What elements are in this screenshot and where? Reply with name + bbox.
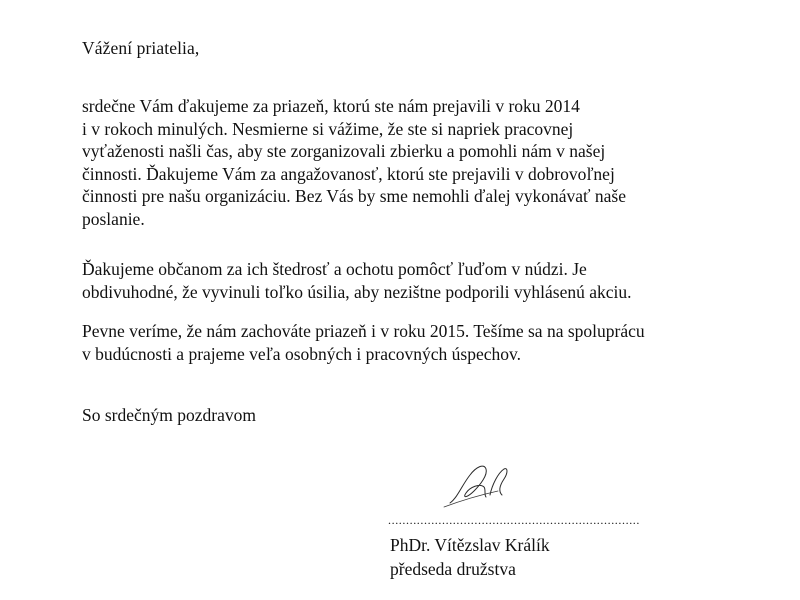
paragraph-line: v budúcnosti a prajeme veľa osobných i pracovných úspechov. [82, 343, 521, 364]
signer-name: PhDr. Vítězslav Králík [390, 535, 550, 555]
letter-paragraph-2 [82, 258, 722, 303]
letter-paragraph-1 [82, 95, 722, 230]
signature-line: ...................................................................... [388, 513, 640, 527]
handwritten-signature [440, 455, 530, 515]
paragraph-line: činnosti. Ďakujeme Vám za angažovanosť, ktorú ste prejavili v dobrovoľnej [82, 163, 615, 184]
paragraph-line: Ďakujeme občanom za ich štedrosť a ochotu pomôcť ľuďom v núdzi. Je [82, 259, 587, 279]
paragraph-line: i v rokoch minulých. Nesmierne si vážime, že ste si napriek pracovnej [82, 118, 574, 139]
letter-paragraph-3 [82, 320, 722, 365]
paragraph-line: Pevne veríme, že nám zachováte priazeň i v roku 2015. Tešíme sa na spoluprácu [82, 321, 645, 341]
paragraph-line: činnosti pre našu organizáciu. Bez Vás by sme nemohli ďalej vykonávať naše [82, 186, 626, 206]
letter-greeting: Vážení priatelia, [82, 38, 200, 58]
letter-closing: So srdečným pozdravom [82, 405, 256, 425]
paragraph-line: vyťaženosti našli čas, aby ste zorganizovali zbierku a pomohli nám v našej [82, 141, 606, 161]
paragraph-line: srdečne Vám ďakujeme za priazeň, ktorú ste nám prejavili v roku 2014 [82, 96, 580, 116]
paragraph-line: obdivuhodné, že vyvinuli toľko úsilia, aby nezištne podporili vyhlásenú akciu. [82, 281, 632, 302]
paragraph-line: poslanie. [82, 208, 145, 229]
signer-title: předseda družstva [390, 559, 516, 579]
